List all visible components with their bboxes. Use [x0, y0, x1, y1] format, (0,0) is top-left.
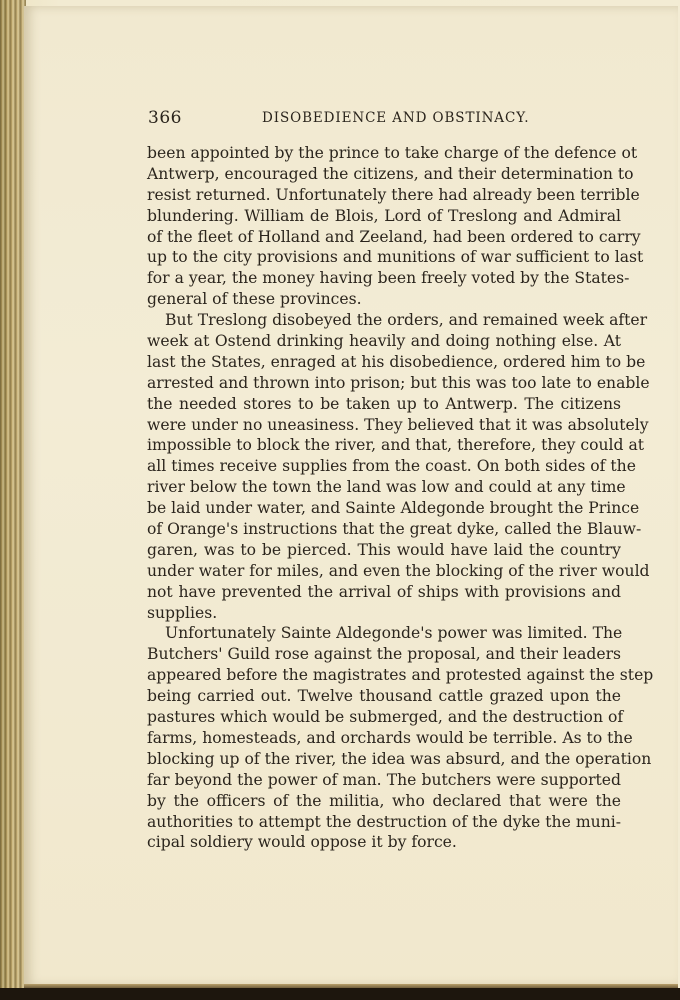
- text-line: were under no uneasiness. They believed that it was absolutely: [147, 415, 649, 434]
- text-line: supplies.: [147, 603, 218, 622]
- page-bottom-shadow: [0, 988, 680, 1000]
- text-line: authorities to attempt the destruction of the dyke the muni-: [147, 812, 621, 831]
- text-line: resist returned. Unfortunately there had already been terrible: [147, 185, 640, 204]
- text-line: not have prevented the arrival of ships with provisions and: [147, 582, 621, 601]
- text-line: up to the city provisions and munitions of war sufficient to last: [147, 248, 644, 267]
- text-line: week at Ostend drinking heavily and doing nothing else. At: [147, 332, 621, 351]
- text-line: the needed stores to be taken up to Antwerp. The citizens: [147, 394, 621, 413]
- text-line: river below the town the land was low and could at any time: [147, 478, 626, 497]
- text-line: of Orange's instructions that the great dyke, called the Blauw-: [147, 520, 642, 539]
- text-line: for a year, the money having been freely voted by the States-: [147, 269, 630, 288]
- text-line: Antwerp, encouraged the citizens, and their determination to: [147, 164, 634, 183]
- text-line: appeared before the magistrates and protested against the step: [147, 666, 654, 685]
- text-line: farms, homesteads, and orchards would be terrible. As to the: [147, 728, 633, 747]
- text-line: be laid under water, and Sainte Aldegonde brought the Prince: [147, 499, 640, 518]
- text-line: arrested and thrown into prison; but this was too late to enable: [147, 373, 650, 392]
- text-line: impossible to block the river, and that, therefore, they could at: [147, 436, 645, 455]
- text-line: pastures which would be submerged, and the destruction of: [147, 708, 624, 727]
- body-text: [147, 143, 654, 853]
- text-line: garen, was to be pierced. This would have laid the country: [147, 540, 621, 559]
- paragraph-start-line: Unfortunately Sainte Aldegonde's power was limited. The: [165, 624, 623, 643]
- text-line: all times receive supplies from the coast. On both sides of the: [147, 457, 636, 476]
- text-line: been appointed by the prince to take charge of the defence ot: [147, 144, 638, 162]
- text-line: Butchers' Guild rose against the proposal, and their leaders: [147, 645, 622, 664]
- text-line: of the fleet of Holland and Zeeland, had been ordered to carry: [147, 227, 641, 246]
- book-spine-edge: [0, 0, 26, 1000]
- text-line: under water for miles, and even the blocking of the river would: [147, 561, 650, 580]
- running-head: [148, 108, 530, 132]
- text-line: far beyond the power of man. The butchers were supported: [147, 770, 621, 789]
- text-line: last the States, enraged at his disobedience, ordered him to be: [147, 352, 646, 371]
- text-line: general of these provinces.: [147, 290, 362, 309]
- text-line: blocking up of the river, the idea was absurd, and the operation: [147, 749, 652, 768]
- text-line: being carried out. Twelve thousand cattle grazed upon the: [147, 687, 621, 706]
- running-title: DISOBEDIENCE AND OBSTINACY.: [262, 110, 530, 126]
- text-line: cipal soldiery would oppose it by force.: [147, 833, 457, 852]
- page-number: 366: [148, 108, 182, 128]
- text-line: by the officers of the militia, who declared that were the: [147, 791, 621, 810]
- paragraph-start-line: But Treslong disobeyed the orders, and remained week after: [165, 311, 648, 330]
- text-line: blundering. William de Blois, Lord of Treslong and Admiral: [147, 206, 621, 225]
